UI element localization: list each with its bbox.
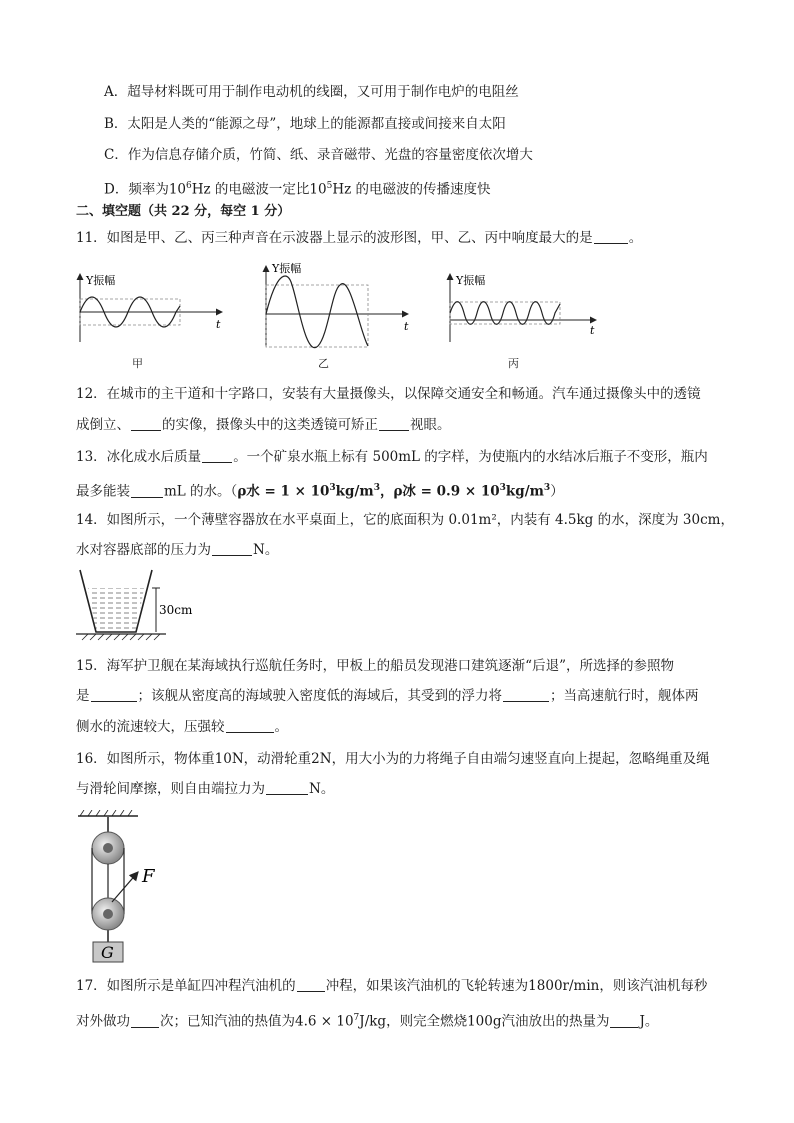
option-d-text: D．频率为10 (104, 181, 187, 198)
option-c: C．作为信息存储介质，竹简、纸、录音磁带、光盘的容量密度依次增大 (104, 147, 533, 163)
question-12-line2 (76, 415, 451, 435)
figure-label-bing: 丙 (508, 357, 519, 370)
answer-blank[interactable] (266, 780, 308, 795)
axis-t-label: t (216, 318, 221, 331)
question-13-text: mL 的水。（ (164, 483, 238, 500)
question-17-text: J/kg，则完全燃烧100g汽油放出的热量为 (359, 1013, 610, 1030)
figure-label-jia: 甲 (132, 357, 143, 370)
answer-blank[interactable] (91, 687, 137, 702)
question-17-text: 冲程，如果该汽油机的飞轮转速为1800r/min，则该汽油机每秒 (325, 978, 708, 994)
density-unit: kg/m (505, 483, 544, 500)
question-15-text: 是 (76, 688, 90, 704)
question-13-text: 13．冰化成水后质量 (76, 449, 202, 465)
question-15-line1: 15．海军护卫舰在某海域执行巡航任务时，甲板上的船员发现港口建筑逐渐“后退”，所选择的参照物 (76, 658, 674, 674)
question-17-text: 17．如图所示是单缸四冲程汽油机的 (76, 978, 296, 994)
question-16-line2 (76, 779, 334, 799)
question-17-text: J。 (639, 1013, 659, 1030)
container-figure (76, 566, 206, 642)
answer-blank[interactable] (131, 416, 161, 431)
question-17-line2 (76, 1008, 658, 1032)
answer-blank[interactable] (226, 718, 274, 733)
question-14-text: N。 (253, 542, 279, 558)
answer-blank[interactable] (131, 483, 163, 498)
depth-label: 30cm (159, 603, 193, 617)
question-15-text: 侧水的流速较大，压强较 (76, 719, 225, 735)
question-14-line2 (76, 540, 278, 560)
answer-blank[interactable] (297, 977, 325, 992)
question-13-line2 (76, 478, 564, 502)
answer-blank[interactable] (379, 416, 409, 431)
waveform-figures (70, 262, 610, 358)
density-cube: 3 (543, 483, 551, 493)
question-15-line3 (76, 717, 288, 737)
option-a: A．超导材料既可用于制作电动机的线圈，又可用于制作电炉的电阻丝 (104, 84, 519, 100)
question-13-line1 (76, 447, 708, 467)
option-d-exp1: 6 (186, 181, 192, 191)
density-water: ρ水 = 1 × 10 (237, 483, 330, 500)
waveform-jia (80, 273, 222, 342)
question-15-line2 (76, 686, 699, 706)
question-16-text: 与滑轮间摩擦，则自由端拉力为 (76, 781, 265, 797)
question-12-text: 成倒立、 (76, 417, 130, 433)
question-13-text: 。一个矿泉水瓶上标有 500mL 的字样，为使瓶内的水结冰后瓶子不变形，瓶内 (233, 449, 708, 465)
option-d (104, 176, 491, 200)
question-15-text: ；该舰从密度高的海域驶入密度低的海域后，其受到的浮力将 (137, 688, 502, 704)
question-12-text: 视眼。 (410, 417, 451, 433)
axis-t-label: t (404, 320, 409, 333)
option-d-exp2: 5 (326, 181, 333, 191)
question-12-line1: 12．在城市的主干道和十字路口，安装有大量摄像头，以保障交通安全和畅通。汽车通过摄像头中的透镜 (76, 386, 701, 402)
question-11-text: 11．如图是甲、乙、丙三种声音在示波器上显示的波形图，甲、乙、丙中响度最大的是 (76, 230, 593, 246)
option-d-text: Hz 的电磁波的传播速度快 (332, 181, 491, 198)
question-17-line1 (76, 976, 707, 996)
density-ice: ，ρ冰 = 0.9 × 10 (379, 483, 500, 500)
pulley-figure (76, 810, 176, 964)
heat-value-exp: 7 (353, 1013, 360, 1023)
question-16-text: N。 (309, 781, 335, 797)
density-exp: 3 (329, 483, 336, 493)
density-unit: kg/m (335, 483, 374, 500)
axis-y-label: Y振幅 (86, 274, 116, 287)
section-title: 二、填空题（共 22 分，每空 1 分） (76, 204, 291, 219)
question-13-text: 最多能装 (76, 483, 130, 500)
answer-blank[interactable] (594, 229, 628, 244)
waveform-bing (450, 273, 596, 342)
density-cube: 3 (373, 483, 380, 493)
water (88, 588, 144, 632)
question-16-line1: 16．如图所示，物体重10N，动滑轮重2N，用大小为的力将绳子自由端匀速竖直向上提起，忽略绳重及绳 (76, 751, 710, 767)
figure-label-yi: 乙 (318, 357, 329, 370)
question-14-text: 水对容器底部的压力为 (76, 542, 211, 558)
question-17-text: 对外做功 (76, 1013, 130, 1030)
answer-blank[interactable] (610, 1013, 638, 1028)
axis-y-label: Y振幅 (272, 262, 302, 275)
density-exp: 3 (499, 483, 506, 493)
answer-blank[interactable] (202, 448, 232, 463)
waveform-yi (266, 262, 409, 348)
question-11 (76, 228, 642, 248)
answer-blank[interactable] (131, 1013, 159, 1028)
question-14-line1: 14．如图所示，一个薄壁容器放在水平桌面上，它的底面积为 0.01m²，内装有 4.5kg 的水，深度为 30cm， (76, 512, 734, 528)
weight-label: G (101, 943, 114, 962)
answer-blank[interactable] (212, 541, 252, 556)
question-15-text: 。 (274, 719, 288, 735)
question-12-text: 的实像，摄像头中的这类透镜可矫正 (162, 417, 378, 433)
question-11-text: 。 (628, 230, 643, 246)
question-15-text: ；当高速航行时，舰体两 (550, 688, 699, 704)
option-b: B．太阳是人类的“能源之母”，地球上的能源都直接或间接来自太阳 (104, 116, 506, 132)
axis-y-label: Y振幅 (456, 274, 486, 287)
answer-blank[interactable] (503, 687, 549, 702)
force-label: F (142, 866, 155, 887)
option-d-text: Hz 的电磁波一定比10 (191, 181, 327, 198)
question-13-text: ） (550, 483, 564, 500)
axis-t-label: t (590, 324, 595, 337)
question-17-text: 次；已知汽油的热值为4.6 × 10 (160, 1013, 354, 1030)
